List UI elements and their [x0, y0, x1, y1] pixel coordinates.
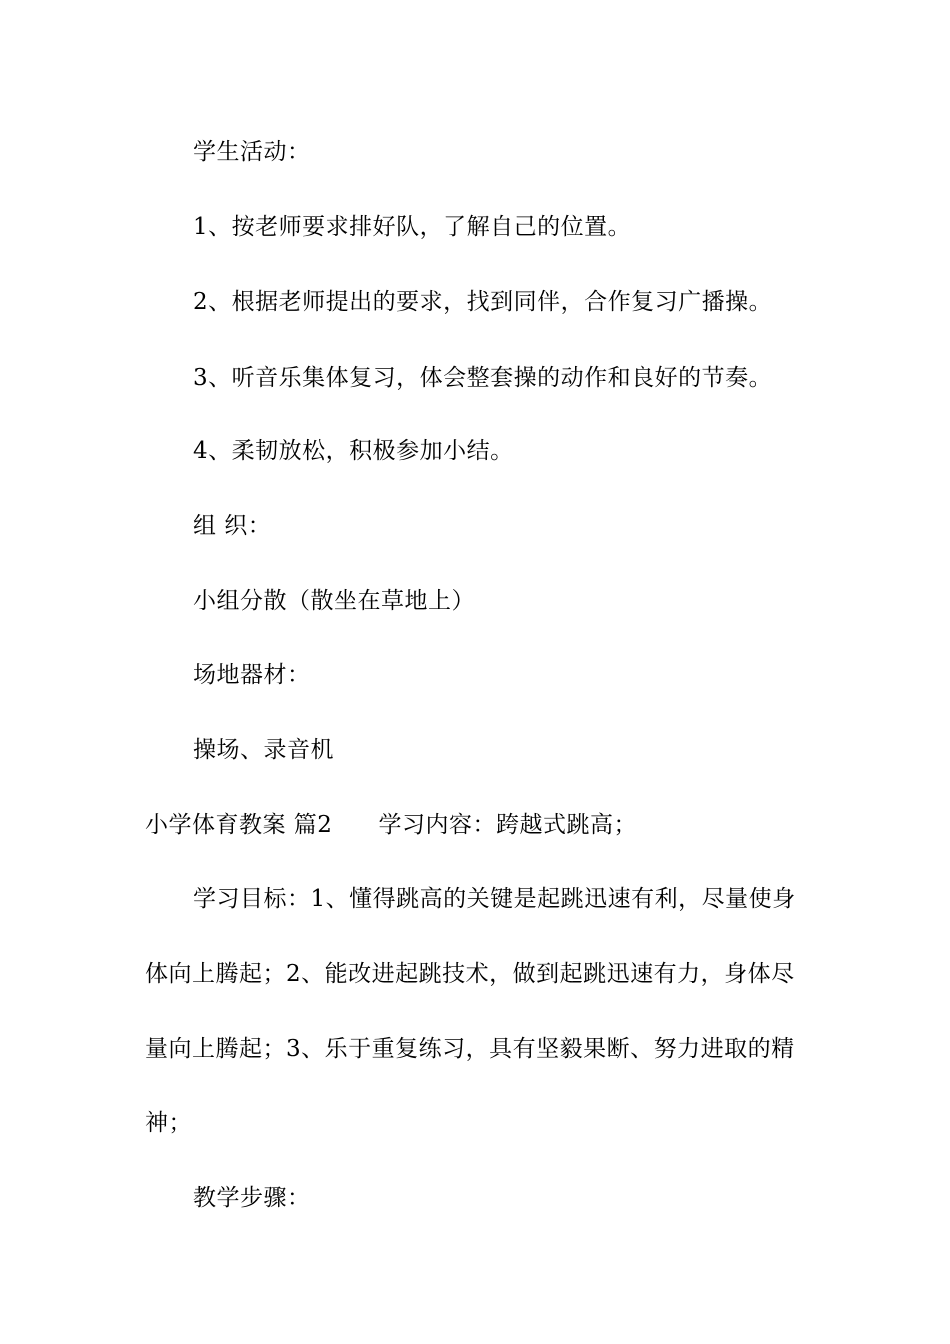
- paragraph-objectives-line-1: 学习目标：1、懂得跳高的关键是起跳迅速有利，尽量使身: [193, 886, 796, 912]
- paragraph-organization-heading: 组 织：: [193, 513, 272, 539]
- paragraph-objectives-line-4: 神；: [145, 1110, 192, 1136]
- section-heading: 小学体育教案 篇2: [145, 812, 333, 838]
- paragraph-activity-3: 3、听音乐集体复习，体会整套操的动作和良好的节奏。: [193, 365, 773, 391]
- section-heading-line: [145, 810, 637, 840]
- paragraph-objectives-line-2: 体向上腾起；2、能改进起跳技术，做到起跳迅速有力，身体尽: [145, 961, 795, 987]
- section-content-title: 学习内容：跨越式跳高；: [378, 812, 637, 838]
- paragraph-activity-2: 2、根据老师提出的要求，找到同伴，合作复习广播操。: [193, 289, 773, 315]
- paragraph-equipment-content: 操场、录音机: [193, 737, 334, 763]
- paragraph-objectives-line-3: 量向上腾起；3、乐于重复练习，具有坚毅果断、努力进取的精: [145, 1036, 795, 1062]
- paragraph-equipment-heading: 场地器材：: [193, 662, 311, 688]
- paragraph-student-activity-heading: 学生活动：: [193, 139, 311, 165]
- paragraph-activity-1: 1、按老师要求排好队，了解自己的位置。: [193, 214, 632, 240]
- paragraph-organization-content: 小组分散（散坐在草地上）: [193, 588, 475, 614]
- paragraph-steps-heading: 教学步骤：: [193, 1185, 311, 1211]
- paragraph-activity-4: 4、柔韧放松，积极参加小结。: [193, 438, 514, 464]
